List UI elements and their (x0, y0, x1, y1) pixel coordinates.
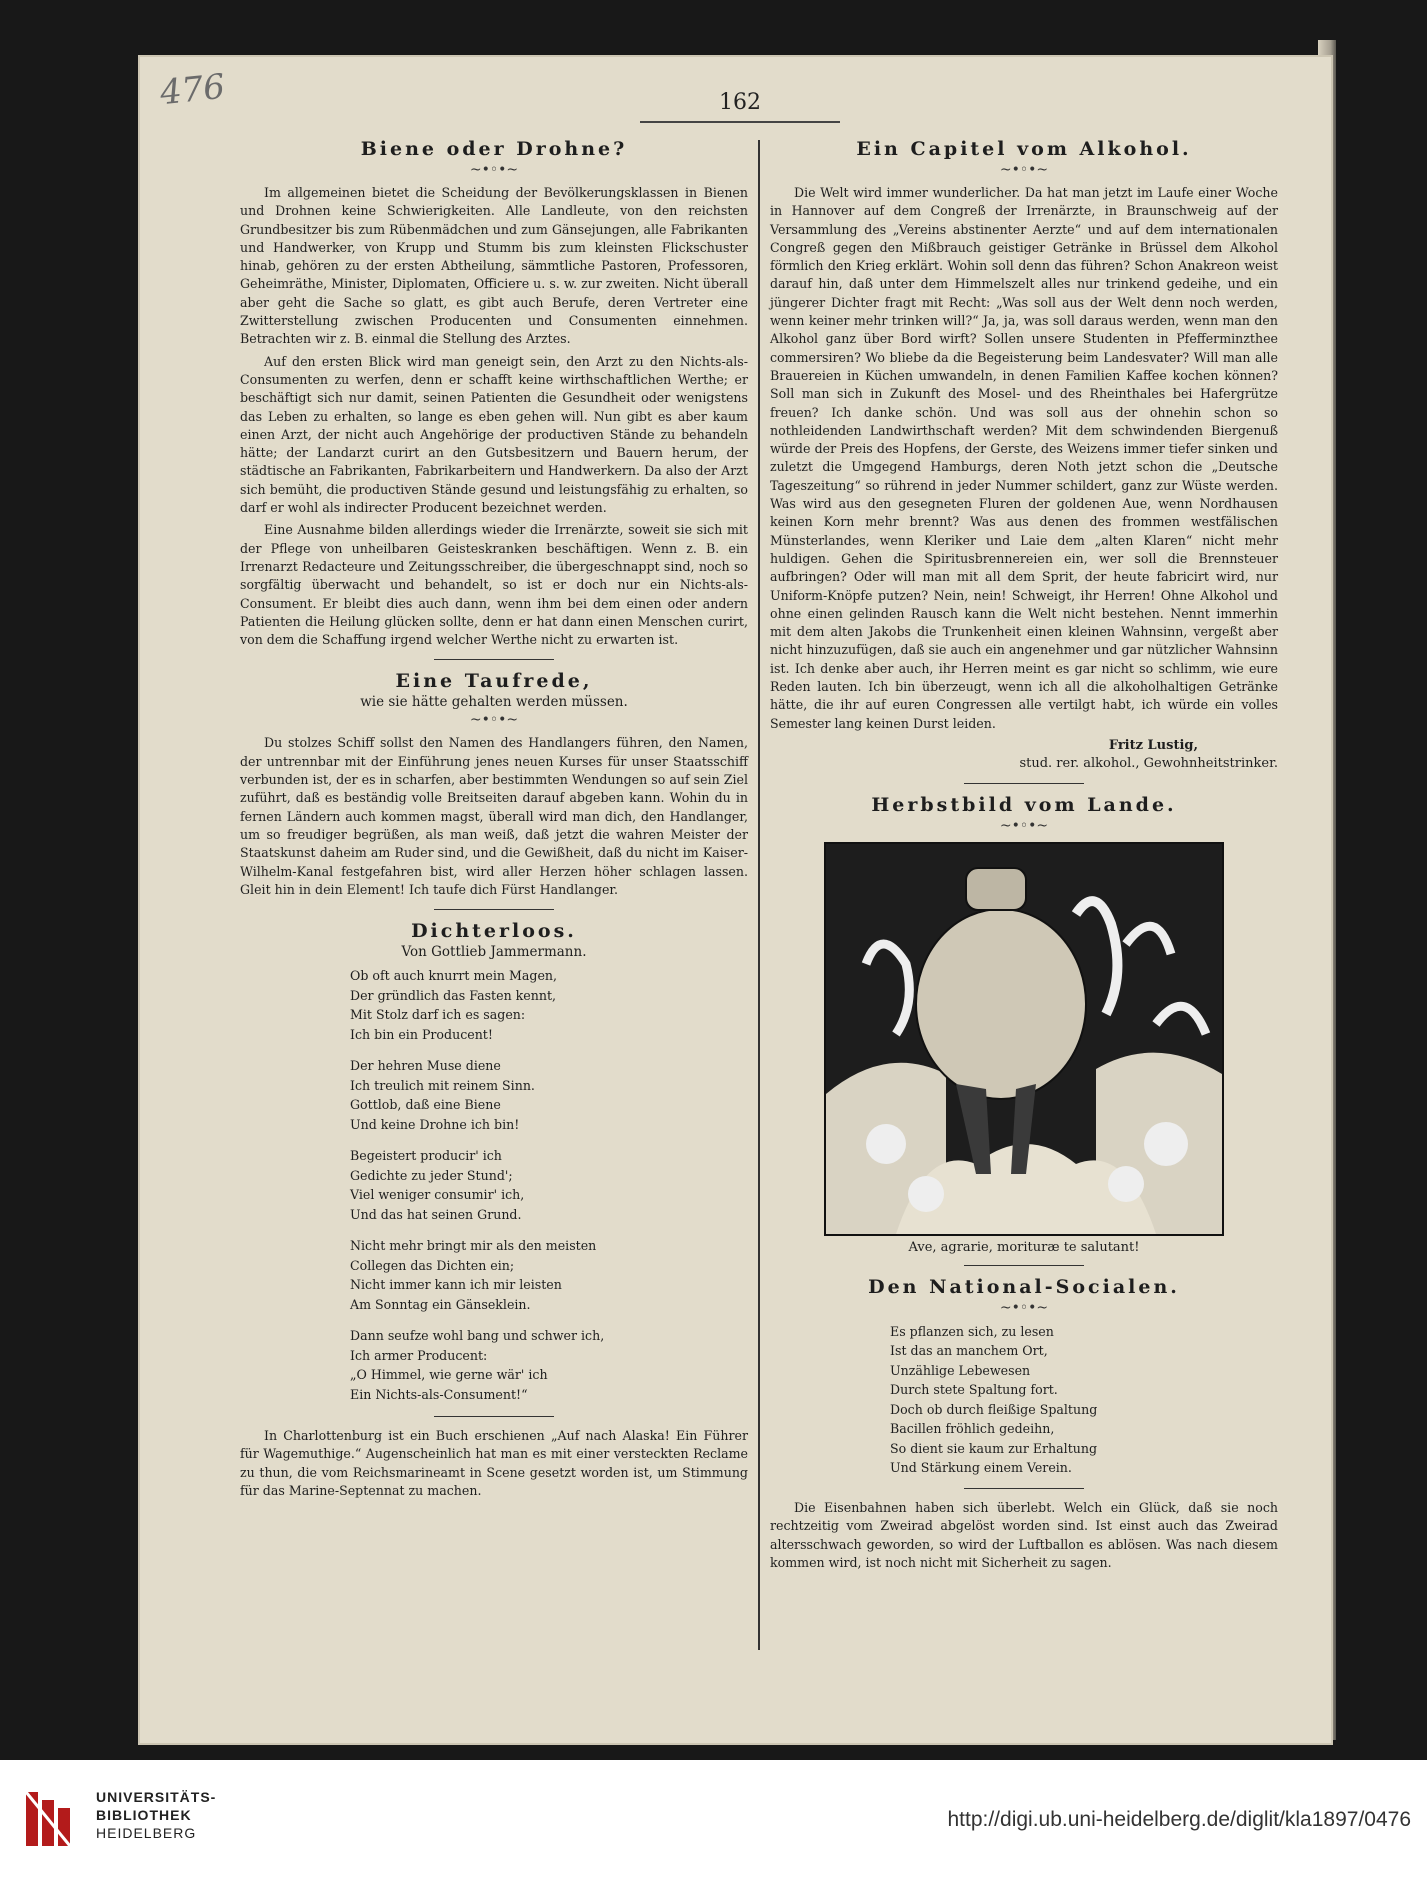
section-separator (964, 1488, 1084, 1489)
verse-line: Ist das an manchem Ort, (890, 1343, 1048, 1359)
library-name-line: BIBLIOTHEK (96, 1807, 192, 1823)
poem-title: Dichterloos. (411, 920, 577, 943)
section-separator (434, 909, 554, 910)
verse-line: Und Stärkung einem Verein. (890, 1460, 1072, 1476)
verse-line: Der gründlich das Fasten kennt, (350, 987, 557, 1003)
verse-line: „O Himmel, wie gerne wär' ich (350, 1367, 548, 1383)
poem-title: Den National-Socialen. (868, 1275, 1180, 1298)
article-title: Ein Capitel vom Alkohol. (856, 138, 1192, 160)
verse-line: Durch stete Spaltung fort. (890, 1382, 1058, 1398)
poem-national-socialen (770, 1276, 1278, 1478)
article-taufrede (240, 670, 748, 899)
paragraph-alaska: In Charlottenburg ist ein Buch erschienen „Auf nach Alaska! Ein Führer für Wagemuthige.“ Augenscheinlich hat man es mit einer versteckten Reclame zu thun, die vom Reichsmarineamt in Scene gesetzt worden ist, um Stimmung für das Marine-Septennat zu machen. (240, 1428, 748, 1498)
archive-pencil-note: 476 (158, 66, 227, 114)
library-logo-icon (24, 1786, 82, 1852)
poem-body (890, 1322, 1278, 1478)
article-subtitle: wie sie hätte gehalten werden müssen. (360, 694, 628, 711)
library-name (96, 1788, 216, 1842)
page-number: 162 (719, 90, 761, 115)
ornament: ~•◦•~ (469, 162, 519, 178)
signature-line: stud. rer. alkohol., Gewohnheitstrinker. (1019, 755, 1278, 771)
verse-line: Begeistert producir' ich (350, 1148, 502, 1164)
verse-line: Viel weniger consumir' ich, (350, 1187, 525, 1203)
illustration-herbstbild (770, 794, 1278, 1255)
verse-line: Collegen das Dichten ein; (350, 1257, 515, 1273)
library-name-line: HEIDELBERG (96, 1825, 197, 1841)
stanza (350, 1056, 748, 1134)
poem-body (350, 966, 748, 1404)
right-column (770, 130, 1278, 1576)
stanza (350, 1236, 748, 1314)
verse-line: Nicht mehr bringt mir als den meisten (350, 1238, 597, 1254)
signature: Fritz Lustig, (1108, 737, 1198, 753)
verse-line: Nicht immer kann ich mir leisten (350, 1277, 562, 1293)
ornament: ~•◦•~ (999, 1299, 1049, 1316)
section-separator (434, 1416, 554, 1417)
verse-line: Ob oft auch knurrt mein Magen, (350, 968, 558, 984)
verse-line: Es pflanzen sich, zu lesen (890, 1323, 1054, 1339)
verse-line: Der hehren Muse diene (350, 1058, 501, 1074)
poem-dichterloos (240, 920, 748, 1404)
verse-line: Unzählige Lebewesen (890, 1362, 1031, 1378)
stanza (350, 1326, 748, 1404)
stanza (350, 966, 748, 1044)
footer-bar (0, 1760, 1427, 1885)
left-column (240, 130, 748, 1504)
verse-line: Doch ob durch fleißige Spaltung (890, 1401, 1098, 1417)
paragraph: Du stolzes Schiff sollst den Namen des Handlangers führen, den Namen, der untrennbar mit der Einführung jenes neuen Kurses für unser Staatsschiff verbunden ist, der es in scharfen, aber bestimmten Wendungen so auf sein Ziel zuführt, daß es beständig volle Breitseiten darauf abgeben kann. Wohin du in fernen Ländern auch kommen magst, überall wird man dich, den Handlanger, um so freudiger begrüßen, als man weiß, daß jetzt die wahren Meister der Staatskunst daheim am Ruder sind, und die Gewißheit, daß du nicht im Kaiser-Wilhelm-Kanal festgefahren bist, wird aller Herzen höher schlagen lassen. Gleit hin in dein Element! Ich taufe dich Fürst Handlanger. (240, 735, 748, 897)
library-name-line: UNIVERSITÄTS- (96, 1789, 217, 1805)
verse-line: So dient sie kaum zur Erhaltung (890, 1440, 1098, 1456)
verse-line: Dann seufze wohl bang und schwer ich, (350, 1328, 605, 1344)
section-separator (964, 783, 1084, 784)
verse-line: Ich bin ein Producent! (350, 1026, 493, 1042)
verse-line: Und keine Drohne ich bin! (350, 1116, 520, 1132)
verse-line: Und das hat seinen Grund. (350, 1206, 522, 1222)
ornament: ~•◦•~ (999, 817, 1049, 834)
page-number-rule (640, 117, 840, 123)
ornament: ~•◦•~ (469, 712, 519, 729)
article-title: Herbstbild vom Lande. (871, 793, 1177, 816)
verse-line: Gottlob, daß eine Biene (350, 1097, 501, 1113)
illustration-caption: Ave, agrarie, morituræ te salutant! (908, 1239, 1140, 1255)
paragraph: Eine Ausnahme bilden allerdings wieder die Irrenärzte, soweit sie sich mit der Pflege von unheilbaren Geisteskranken beschäftigen. Wenn z. B. ein Irrenarzt Redacteure und Zeitungsschreiber, die übergeschnappt sind, noch so sorgfältig überwacht und behandelt, so ist er doch nur ein Nichts-als-Consument. Er bleibt dies auch dann, wenn ihm bei dem einen oder andern Patienten die Heilung glücken sollte, denn er hat dann einen Menschen curirt, von dem die Schaffung irgend welcher Werthe nicht zu erwarten ist. (240, 522, 748, 648)
verse-line: Am Sonntag ein Gänseklein. (350, 1296, 531, 1312)
verse-line: Mit Stolz darf ich es sagen: (350, 1007, 526, 1023)
cartoon-illustration (824, 842, 1224, 1236)
ornament: ~•◦•~ (999, 162, 1049, 178)
permalink-url[interactable]: http://digi.ub.uni-heidelberg.de/diglit/kla1897/0476 (947, 1808, 1411, 1831)
article-title: Biene oder Drohne? (360, 138, 628, 160)
verse-line: Ein Nichts-als-Consument!“ (350, 1386, 528, 1402)
verse-line: Gedichte zu jeder Stund'; (350, 1167, 513, 1183)
section-separator (964, 1265, 1084, 1266)
paragraph-eisenbahnen: Die Eisenbahnen haben sich überlebt. Welch ein Glück, daß sie noch rechtzeitig vom Zweirad abgelöst worden sind. Ist einst auch das Zweirad altersschwach geworden, so wird der Luftballon es ablösen. Was nach diesem kommen wird, ist noch nicht mit Sicherheit zu sagen. (770, 1499, 1278, 1570)
column-divider (758, 140, 760, 1650)
section-separator (434, 659, 554, 660)
cartoon-drawing (826, 844, 1222, 1234)
verse-line: Bacillen fröhlich gedeihn, (890, 1421, 1055, 1437)
verse-line: Ich treulich mit reinem Sinn. (350, 1077, 535, 1093)
article-biene (240, 138, 748, 649)
poem-author: Von Gottlieb Jammermann. (401, 944, 587, 961)
article-alkohol (770, 138, 1278, 773)
verse-line: Ich armer Producent: (350, 1347, 488, 1363)
stanza (350, 1146, 748, 1224)
paragraph: Die Welt wird immer wunderlicher. Da hat man jetzt im Laufe einer Woche in Hannover auf dem Congreß der Irrenärzte, in Braunschweig auf der Versammlung des „Vereins abstinenter Aerzte“ und auf dem internationalen Congreß gegen den Mißbrauch geistiger Getränke in Brüssel dem Alkohol förmlich den Krieg erklärt. Wohin soll denn das führen? Schon Anakreon weist darauf hin, daß unter dem Himmelszelt alles nur trinkend gedeihe, und ein jüngerer Dichter fragt mit Recht: „Was soll aus der Welt denn noch werden, wenn keiner mehr trinken will?“ Ja, ja, was soll daraus werden, wenn man den Alkohol ganz über Bord wirft? Sollen unsere Studenten in Pfefferminzthee commersiren? Wo bliebe da die Begeisterung beim Landesvater? Will man alle Brauereien in Küchen umwandeln, in denen Familien Kaffee kochen können? Soll man sich in Zukunft des Mosel- und des Rheinthales bei Hafergrütze freuen? Ich danke schön. Und was soll aus der ohnehin schon so nothleidenden Landwirthschaft werden? Mit dem schwindenden Biergenuß würde der Preis des Hopfens, der Gerste, des Weizens immer tiefer sinken und zuletzt die Umgegend Hamburgs, deren Noth jetzt schon die „Deutsche Tageszeitung“ so rührend in jeder Nummer schildert, ganz zur Wüste werden. Was wird aus den gesegneten Fluren der goldenen Aue, wenn Nordhausen keinen Korn mehr brennt? Was aus denen des frommen westfälischen Münsterlandes, wenn Kleriker und Laie dem „alten Klaren“ nicht mehr huldigen. Gehen die Spiritusbrennereien ein, wer soll die Brennsteuer aufbringen? Oder will man mit all dem Sprit, der heute fabricirt wird, nur Uniform-Knöpfe putzen? Nein, nein! Schweigt, ihr Herren! Ohne Alkohol und ohne einen gelinden Rausch kann die Welt nicht bestehen. Nennt immerhin mit dem alten Jakobs die Trunkenheit einen kleinen Wahnsinn, vergeßt aber nicht hinzuzufügen, daß sie auch ein angenehmer und gar nützlicher Wahnsinn ist. Ich denke aber auch, ihr Herren meint es gar nicht so schlimm, wie eure Reden lauten. Ich bin überzeugt, wenn ich all die alkoholhaltigen Getränke hätte, die ihr auf euren Congressen alle vertilgt habt, ich würde ein volles Semester lang keinen Durst leiden. (770, 185, 1278, 731)
article-title: Eine Taufrede, (395, 670, 593, 693)
paragraph: Im allgemeinen bietet die Scheidung der Bevölkerungsklassen in Bienen und Drohnen keine Schwierigkeiten. Alle Landleute, von den reichsten Grundbesitzer bis zum Rübenmädchen und zum Gänsejungen, alle Fabrikanten und Handwerker, von Krupp und Stumm bis zum kleinsten Flickschuster hinab, gehören zu der ersten Abtheilung, sämmtliche Pastoren, Professoren, Geheimräthe, Minister, Diplomaten, Officiere u. s. w. zur zweiten. Nicht überall aber geht die Sache so glatt, es gibt auch Berufe, deren Vertreter eine Zwitterstellung zwischen Producenten und Consumenten einnehmen. Betrachten wir z. B. einmal die Stellung des Arztes. (240, 185, 748, 347)
paragraph: Auf den ersten Blick wird man geneigt sein, den Arzt zu den Nichts-als-Consumenten zu werfen, denn er schafft keine wirthschaftlichen Werthe; er beschäftigt sich nur damit, seinen Patienten die Gesundheit oder wenigstens das Leben zu erhalten, so lange es eben gehen will. Nun gibt es aber kaum einen Arzt, der nicht auch Angehörige der productiven Stände zu behandeln hätte; der Landarzt curirt an den Gutsbesitzern und Bauern herum, der städtische an Fabrikanten, Fabrikarbeitern und Handwerkern. Da also der Arzt sich bemüht, die productiven Stände gesund und leistungsfähig zu erhalten, so darf er wohl als indirecter Producent bezeichnet werden. (240, 353, 748, 516)
